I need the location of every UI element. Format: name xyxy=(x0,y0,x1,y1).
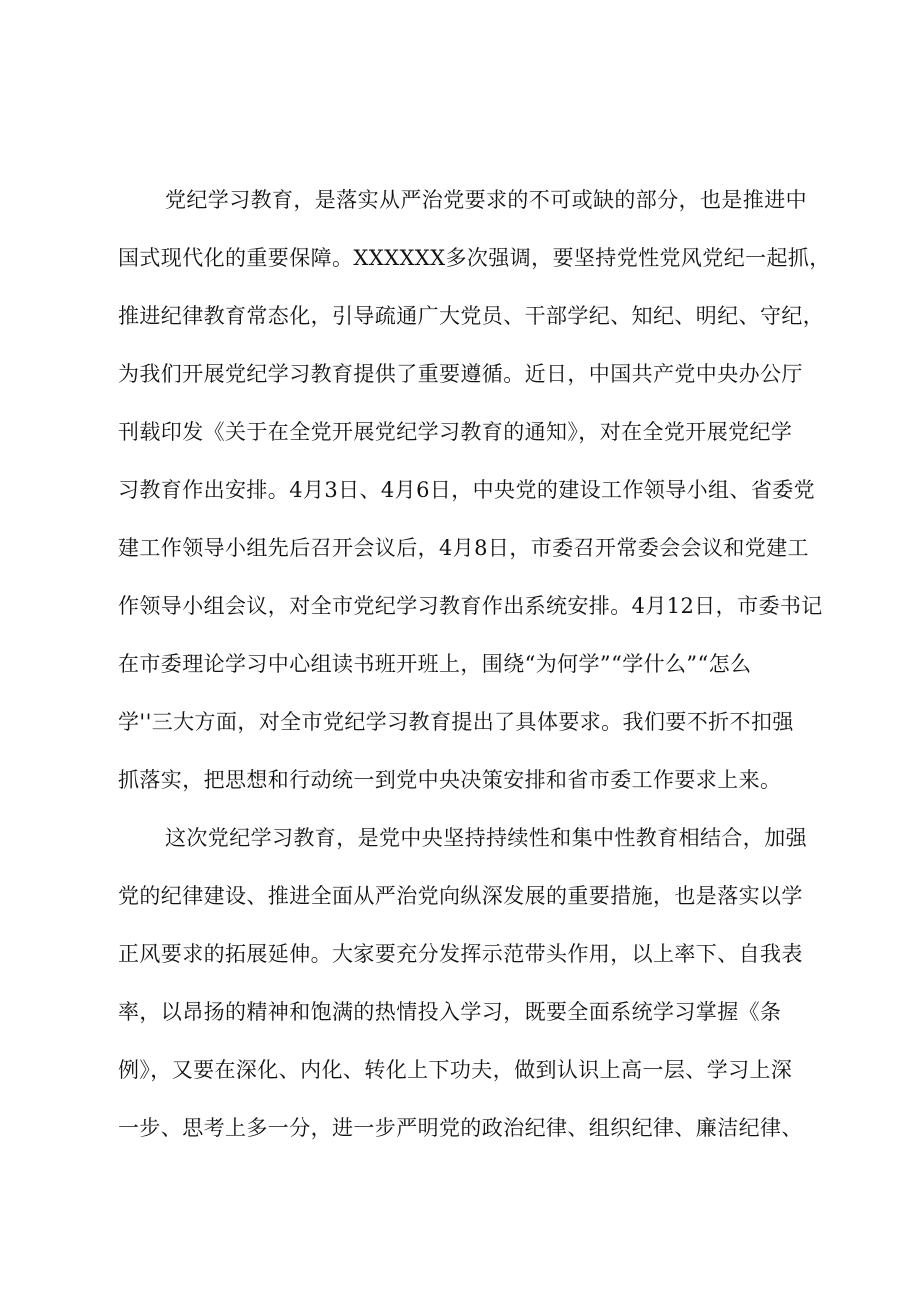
paragraph-line: 学''三大方面，对全市党纪学习教育提出了具体要求。我们要不折不扣强 xyxy=(118,710,794,734)
paragraph-line: 正风要求的拓展延伸。大家要充分发挥示范带头作用，以上率下、自我表 xyxy=(118,942,803,966)
paragraph-line: 国式现代化的重要保障。XXXXXX多次强调，要坚持党性党风党纪一起抓， xyxy=(118,246,831,270)
paragraph-line: 这次党纪学习教育，是党中央坚持持续性和集中性教育相结合，加强 xyxy=(165,826,807,850)
paragraph-line: 党的纪律建设、推进全面从严治党向纵深发展的重要措施，也是落实以学 xyxy=(118,884,803,908)
paragraph-line: 作领导小组会议，对全市党纪学习教育作出系统安排。4月12日，市委书记 xyxy=(118,594,823,618)
paragraph-line: 推进纪律教育常态化，引导疏通广大党员、干部学纪、知纪、明纪、守纪， xyxy=(118,304,825,328)
paragraph-line: 习教育作出安排。4月3日、4月6日，中央党的建设工作领导小组、省委党 xyxy=(118,478,816,502)
paragraph-line: 建工作领导小组先后召开会议后，4月8日，市委召开常委会会议和党建工 xyxy=(118,536,809,560)
paragraph-line: 一步、思考上多一分，进一步严明党的政治纪律、组织纪律、廉洁纪律、 xyxy=(118,1116,803,1140)
paragraph-line: 例》，又要在深化、内化、转化上下功夫，做到认识上高一层、学习上深 xyxy=(118,1058,793,1082)
paragraph-line: 在市委理论学习中心组读书班开班上，围绕“为何学”“学什么”“怎么 xyxy=(118,652,752,676)
paragraph-line: 党纪学习教育，是落实从严治党要求的不可或缺的部分，也是推进中 xyxy=(165,188,807,212)
paragraph-line: 率，以昂扬的精神和饱满的热情投入学习，既要全面系统学习掌握《条 xyxy=(118,1000,782,1024)
paragraph-line: 刊载印发《关于在全党开展党纪学习教育的通知》，对在全党开展党纪学 xyxy=(118,420,793,444)
paragraph-line: 为我们开展党纪学习教育提供了重要遵循。近日，中国共产党中央办公厅 xyxy=(118,362,803,386)
paragraph-line: 抓落实，把思想和行动统一到党中央决策安排和省市委工作要求上来。 xyxy=(118,768,782,792)
